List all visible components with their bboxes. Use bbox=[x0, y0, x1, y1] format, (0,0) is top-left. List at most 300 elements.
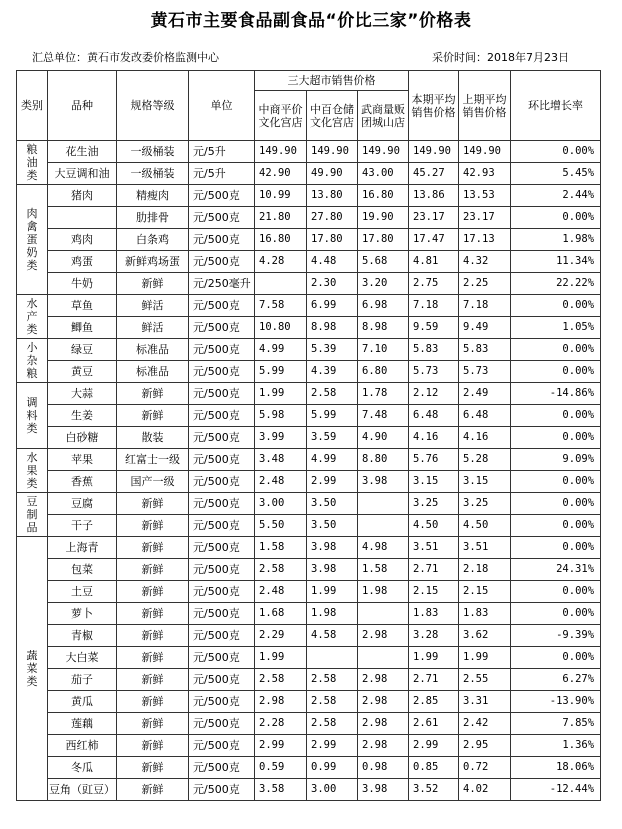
header-spec: 规格等级 bbox=[117, 71, 189, 141]
prev-avg-price: 13.53 bbox=[459, 185, 511, 207]
header-change: 环比增长率 bbox=[511, 71, 601, 141]
item-name: 西红柿 bbox=[48, 735, 117, 757]
item-name: 青椒 bbox=[48, 625, 117, 647]
change-rate: 0.00% bbox=[511, 471, 601, 493]
change-rate: 2.44% bbox=[511, 185, 601, 207]
header-name: 品种 bbox=[48, 71, 117, 141]
table-row bbox=[17, 471, 601, 493]
price-store-3: 2.98 bbox=[358, 735, 409, 757]
price-store-2: 2.99 bbox=[307, 471, 358, 493]
price-store-1: 5.98 bbox=[255, 405, 307, 427]
spec-grade: 新鲜 bbox=[117, 537, 189, 559]
category-label: 豆制品 bbox=[26, 495, 38, 534]
price-store-1: 2.48 bbox=[255, 581, 307, 603]
price-store-3: 6.80 bbox=[358, 361, 409, 383]
header-category: 类别 bbox=[17, 71, 48, 141]
change-rate: -13.90% bbox=[511, 691, 601, 713]
spec-grade: 新鲜 bbox=[117, 669, 189, 691]
price-store-3: 1.78 bbox=[358, 383, 409, 405]
item-name: 草鱼 bbox=[48, 295, 117, 317]
change-rate: 0.00% bbox=[511, 581, 601, 603]
prev-avg-price: 7.18 bbox=[459, 295, 511, 317]
header-unit: 单位 bbox=[189, 71, 255, 141]
price-store-1: 10.99 bbox=[255, 185, 307, 207]
prev-avg-price: 3.62 bbox=[459, 625, 511, 647]
current-avg-price: 149.90 bbox=[409, 141, 459, 163]
table-row bbox=[17, 757, 601, 779]
price-store-3 bbox=[358, 515, 409, 537]
spec-grade: 肋排骨 bbox=[117, 207, 189, 229]
unit: 元/250毫升 bbox=[189, 273, 255, 295]
table-row bbox=[17, 779, 601, 801]
current-avg-price: 3.28 bbox=[409, 625, 459, 647]
prev-avg-price: 4.50 bbox=[459, 515, 511, 537]
price-store-1 bbox=[255, 273, 307, 295]
spec-grade: 新鲜 bbox=[117, 405, 189, 427]
price-store-2: 49.90 bbox=[307, 163, 358, 185]
price-store-3: 6.98 bbox=[358, 295, 409, 317]
table-row bbox=[17, 273, 601, 295]
table-row bbox=[17, 207, 601, 229]
current-avg-price: 3.52 bbox=[409, 779, 459, 801]
price-store-2: 2.58 bbox=[307, 691, 358, 713]
price-store-1: 16.80 bbox=[255, 229, 307, 251]
price-store-2: 2.58 bbox=[307, 383, 358, 405]
unit: 元/500克 bbox=[189, 471, 255, 493]
unit: 元/500克 bbox=[189, 295, 255, 317]
price-store-1: 0.59 bbox=[255, 757, 307, 779]
price-store-3: 2.98 bbox=[358, 691, 409, 713]
table-row bbox=[17, 669, 601, 691]
price-store-3 bbox=[358, 603, 409, 625]
price-store-1: 5.50 bbox=[255, 515, 307, 537]
prev-avg-price: 2.49 bbox=[459, 383, 511, 405]
price-store-2: 1.98 bbox=[307, 603, 358, 625]
price-store-2: 2.58 bbox=[307, 713, 358, 735]
current-avg-price: 2.61 bbox=[409, 713, 459, 735]
prev-avg-price: 5.28 bbox=[459, 449, 511, 471]
price-store-1: 2.29 bbox=[255, 625, 307, 647]
reporting-unit: 汇总单位：黄石市发改委价格监测中心 bbox=[32, 51, 219, 64]
spec-grade: 新鲜 bbox=[117, 757, 189, 779]
item-name: 豆腐 bbox=[48, 493, 117, 515]
item-name: 莲藕 bbox=[48, 713, 117, 735]
price-store-2: 5.39 bbox=[307, 339, 358, 361]
item-name: 鸡蛋 bbox=[48, 251, 117, 273]
prev-avg-price: 4.02 bbox=[459, 779, 511, 801]
unit: 元/500克 bbox=[189, 757, 255, 779]
price-store-3: 4.98 bbox=[358, 537, 409, 559]
change-rate: 0.00% bbox=[511, 141, 601, 163]
table-row bbox=[17, 735, 601, 757]
change-rate: -9.39% bbox=[511, 625, 601, 647]
header-current-avg: 本期平均销售价格 bbox=[409, 71, 459, 141]
spec-grade: 新鲜 bbox=[117, 691, 189, 713]
price-store-2: 2.30 bbox=[307, 273, 358, 295]
change-rate: 5.45% bbox=[511, 163, 601, 185]
table-row bbox=[17, 427, 601, 449]
item-name: 苹果 bbox=[48, 449, 117, 471]
price-store-3: 16.80 bbox=[358, 185, 409, 207]
price-table bbox=[16, 70, 601, 801]
change-rate: 0.00% bbox=[511, 537, 601, 559]
prev-avg-price: 3.15 bbox=[459, 471, 511, 493]
price-store-2: 3.98 bbox=[307, 537, 358, 559]
prev-avg-price: 149.90 bbox=[459, 141, 511, 163]
unit: 元/500克 bbox=[189, 207, 255, 229]
prev-avg-price: 17.13 bbox=[459, 229, 511, 251]
price-store-3: 3.98 bbox=[358, 779, 409, 801]
price-store-1: 3.58 bbox=[255, 779, 307, 801]
table-row bbox=[17, 537, 601, 559]
table-row bbox=[17, 581, 601, 603]
change-rate: 0.00% bbox=[511, 603, 601, 625]
price-store-3: 1.58 bbox=[358, 559, 409, 581]
category-cell bbox=[17, 295, 48, 339]
table-row bbox=[17, 295, 601, 317]
unit: 元/500克 bbox=[189, 559, 255, 581]
price-store-3: 2.98 bbox=[358, 669, 409, 691]
prev-avg-price: 3.51 bbox=[459, 537, 511, 559]
current-avg-price: 4.50 bbox=[409, 515, 459, 537]
prev-avg-price: 5.83 bbox=[459, 339, 511, 361]
item-name: 猪肉 bbox=[48, 185, 117, 207]
change-rate: 7.85% bbox=[511, 713, 601, 735]
table-row bbox=[17, 185, 601, 207]
price-store-1: 3.99 bbox=[255, 427, 307, 449]
price-store-2: 2.99 bbox=[307, 735, 358, 757]
table-row bbox=[17, 405, 601, 427]
spec-grade: 新鲜 bbox=[117, 647, 189, 669]
prev-avg-price: 3.25 bbox=[459, 493, 511, 515]
price-collection-time: 采价时间：2018年7月23日 bbox=[432, 51, 569, 64]
unit: 元/500克 bbox=[189, 625, 255, 647]
category-cell bbox=[17, 537, 48, 801]
price-store-2: 13.80 bbox=[307, 185, 358, 207]
spec-grade: 新鲜鸡场蛋 bbox=[117, 251, 189, 273]
item-name: 茄子 bbox=[48, 669, 117, 691]
current-avg-price: 9.59 bbox=[409, 317, 459, 339]
change-rate: 18.06% bbox=[511, 757, 601, 779]
category-label: 肉禽蛋奶类 bbox=[26, 207, 38, 272]
table-row bbox=[17, 339, 601, 361]
prev-avg-price: 1.99 bbox=[459, 647, 511, 669]
current-avg-price: 4.81 bbox=[409, 251, 459, 273]
price-store-3: 5.68 bbox=[358, 251, 409, 273]
price-store-1: 2.28 bbox=[255, 713, 307, 735]
price-store-1: 42.90 bbox=[255, 163, 307, 185]
price-store-1: 7.58 bbox=[255, 295, 307, 317]
price-store-1: 4.99 bbox=[255, 339, 307, 361]
item-name: 绿豆 bbox=[48, 339, 117, 361]
price-store-2: 17.80 bbox=[307, 229, 358, 251]
category-label: 蔬菜类 bbox=[26, 649, 38, 688]
current-avg-price: 5.76 bbox=[409, 449, 459, 471]
current-avg-price: 5.73 bbox=[409, 361, 459, 383]
current-avg-price: 2.71 bbox=[409, 669, 459, 691]
current-avg-price: 17.47 bbox=[409, 229, 459, 251]
unit: 元/500克 bbox=[189, 251, 255, 273]
header-store-2: 中百仓储文化宫店 bbox=[307, 91, 358, 141]
item-name: 鸡肉 bbox=[48, 229, 117, 251]
item-name: 干子 bbox=[48, 515, 117, 537]
price-store-2: 0.99 bbox=[307, 757, 358, 779]
spec-grade: 新鲜 bbox=[117, 713, 189, 735]
price-store-3 bbox=[358, 647, 409, 669]
category-cell bbox=[17, 449, 48, 493]
price-store-1: 1.99 bbox=[255, 647, 307, 669]
change-rate: 0.00% bbox=[511, 207, 601, 229]
item-name: 香蕉 bbox=[48, 471, 117, 493]
current-avg-price: 45.27 bbox=[409, 163, 459, 185]
table-row bbox=[17, 559, 601, 581]
prev-avg-price: 1.83 bbox=[459, 603, 511, 625]
current-avg-price: 2.75 bbox=[409, 273, 459, 295]
price-store-2: 149.90 bbox=[307, 141, 358, 163]
change-rate: 0.00% bbox=[511, 647, 601, 669]
current-avg-price: 23.17 bbox=[409, 207, 459, 229]
category-cell bbox=[17, 383, 48, 449]
current-avg-price: 3.15 bbox=[409, 471, 459, 493]
spec-grade: 新鲜 bbox=[117, 273, 189, 295]
item-name: 萝卜 bbox=[48, 603, 117, 625]
current-avg-price: 13.86 bbox=[409, 185, 459, 207]
unit: 元/500克 bbox=[189, 405, 255, 427]
item-name: 包菜 bbox=[48, 559, 117, 581]
prev-avg-price: 42.93 bbox=[459, 163, 511, 185]
price-store-1: 3.00 bbox=[255, 493, 307, 515]
change-rate: 1.36% bbox=[511, 735, 601, 757]
category-label: 水果类 bbox=[26, 451, 38, 490]
price-store-1: 149.90 bbox=[255, 141, 307, 163]
current-avg-price: 1.83 bbox=[409, 603, 459, 625]
price-store-1: 2.48 bbox=[255, 471, 307, 493]
category-cell bbox=[17, 141, 48, 185]
spec-grade: 鲜活 bbox=[117, 295, 189, 317]
current-avg-price: 7.18 bbox=[409, 295, 459, 317]
spec-grade: 国产一级 bbox=[117, 471, 189, 493]
table-row bbox=[17, 493, 601, 515]
spec-grade: 标准品 bbox=[117, 339, 189, 361]
price-store-1: 2.98 bbox=[255, 691, 307, 713]
change-rate: 1.98% bbox=[511, 229, 601, 251]
table-row bbox=[17, 647, 601, 669]
prev-avg-price: 23.17 bbox=[459, 207, 511, 229]
unit: 元/500克 bbox=[189, 185, 255, 207]
prev-avg-price: 4.16 bbox=[459, 427, 511, 449]
prev-avg-price: 4.32 bbox=[459, 251, 511, 273]
unit: 元/5升 bbox=[189, 163, 255, 185]
unit: 元/500克 bbox=[189, 669, 255, 691]
price-store-1: 21.80 bbox=[255, 207, 307, 229]
change-rate: -12.44% bbox=[511, 779, 601, 801]
price-store-1: 1.58 bbox=[255, 537, 307, 559]
table-row bbox=[17, 515, 601, 537]
price-store-2: 4.99 bbox=[307, 449, 358, 471]
change-rate: 22.22% bbox=[511, 273, 601, 295]
table-row bbox=[17, 141, 601, 163]
item-name: 黄瓜 bbox=[48, 691, 117, 713]
price-store-2 bbox=[307, 647, 358, 669]
change-rate: 0.00% bbox=[511, 361, 601, 383]
prev-avg-price: 2.18 bbox=[459, 559, 511, 581]
spec-grade: 新鲜 bbox=[117, 603, 189, 625]
item-name: 生姜 bbox=[48, 405, 117, 427]
unit: 元/500克 bbox=[189, 735, 255, 757]
spec-grade: 新鲜 bbox=[117, 515, 189, 537]
price-store-2: 5.99 bbox=[307, 405, 358, 427]
prev-avg-price: 9.49 bbox=[459, 317, 511, 339]
spec-grade: 新鲜 bbox=[117, 779, 189, 801]
price-store-3: 4.90 bbox=[358, 427, 409, 449]
unit: 元/500克 bbox=[189, 713, 255, 735]
current-avg-price: 6.48 bbox=[409, 405, 459, 427]
price-store-1: 1.99 bbox=[255, 383, 307, 405]
table-row bbox=[17, 713, 601, 735]
prev-avg-price: 3.31 bbox=[459, 691, 511, 713]
price-store-1: 2.58 bbox=[255, 669, 307, 691]
item-name: 花生油 bbox=[48, 141, 117, 163]
category-label: 粮油类 bbox=[26, 143, 38, 182]
unit: 元/500克 bbox=[189, 493, 255, 515]
spec-grade: 新鲜 bbox=[117, 493, 189, 515]
price-store-1: 10.80 bbox=[255, 317, 307, 339]
current-avg-price: 2.85 bbox=[409, 691, 459, 713]
header-store-3: 武商量贩团城山店 bbox=[358, 91, 409, 141]
header-store-1: 中商平价文化宫店 bbox=[255, 91, 307, 141]
price-store-2: 4.48 bbox=[307, 251, 358, 273]
current-avg-price: 2.12 bbox=[409, 383, 459, 405]
current-avg-price: 2.15 bbox=[409, 581, 459, 603]
item-name: 大豆调和油 bbox=[48, 163, 117, 185]
unit: 元/500克 bbox=[189, 229, 255, 251]
change-rate: 9.09% bbox=[511, 449, 601, 471]
price-store-1: 5.99 bbox=[255, 361, 307, 383]
unit: 元/500克 bbox=[189, 449, 255, 471]
change-rate: 0.00% bbox=[511, 493, 601, 515]
prev-avg-price: 6.48 bbox=[459, 405, 511, 427]
category-cell bbox=[17, 339, 48, 383]
price-store-3: 43.00 bbox=[358, 163, 409, 185]
price-store-2: 3.50 bbox=[307, 515, 358, 537]
item-name: 鲫鱼 bbox=[48, 317, 117, 339]
category-label: 小杂粮 bbox=[26, 341, 38, 380]
table-body bbox=[17, 141, 601, 801]
unit: 元/5升 bbox=[189, 141, 255, 163]
prev-avg-price: 2.25 bbox=[459, 273, 511, 295]
item-name: 土豆 bbox=[48, 581, 117, 603]
price-store-3: 3.20 bbox=[358, 273, 409, 295]
spec-grade: 标准品 bbox=[117, 361, 189, 383]
item-name: 黄豆 bbox=[48, 361, 117, 383]
unit: 元/500克 bbox=[189, 383, 255, 405]
unit: 元/500克 bbox=[189, 603, 255, 625]
change-rate: 0.00% bbox=[511, 515, 601, 537]
prev-avg-price: 2.55 bbox=[459, 669, 511, 691]
current-avg-price: 2.99 bbox=[409, 735, 459, 757]
prev-avg-price: 2.42 bbox=[459, 713, 511, 735]
spec-grade: 精瘦肉 bbox=[117, 185, 189, 207]
price-store-2: 4.39 bbox=[307, 361, 358, 383]
category-cell bbox=[17, 185, 48, 295]
price-store-2: 3.59 bbox=[307, 427, 358, 449]
price-store-1: 2.58 bbox=[255, 559, 307, 581]
item-name: 冬瓜 bbox=[48, 757, 117, 779]
change-rate: 0.00% bbox=[511, 339, 601, 361]
price-store-2: 27.80 bbox=[307, 207, 358, 229]
change-rate: 11.34% bbox=[511, 251, 601, 273]
item-name bbox=[48, 207, 117, 229]
price-store-1: 1.68 bbox=[255, 603, 307, 625]
current-avg-price: 1.99 bbox=[409, 647, 459, 669]
price-store-2: 3.98 bbox=[307, 559, 358, 581]
spec-grade: 新鲜 bbox=[117, 581, 189, 603]
unit: 元/500克 bbox=[189, 537, 255, 559]
price-store-2: 3.50 bbox=[307, 493, 358, 515]
spec-grade: 一级桶装 bbox=[117, 141, 189, 163]
price-store-3: 7.10 bbox=[358, 339, 409, 361]
prev-avg-price: 5.73 bbox=[459, 361, 511, 383]
category-label: 水产类 bbox=[26, 297, 38, 336]
price-store-3: 7.48 bbox=[358, 405, 409, 427]
price-store-2: 4.58 bbox=[307, 625, 358, 647]
unit: 元/500克 bbox=[189, 779, 255, 801]
spec-grade: 一级桶装 bbox=[117, 163, 189, 185]
unit: 元/500克 bbox=[189, 317, 255, 339]
table-row bbox=[17, 625, 601, 647]
price-store-3: 19.90 bbox=[358, 207, 409, 229]
item-name: 上海青 bbox=[48, 537, 117, 559]
change-rate: 1.05% bbox=[511, 317, 601, 339]
unit: 元/500克 bbox=[189, 339, 255, 361]
price-store-3: 8.98 bbox=[358, 317, 409, 339]
price-store-3: 17.80 bbox=[358, 229, 409, 251]
item-name: 大白菜 bbox=[48, 647, 117, 669]
change-rate: 0.00% bbox=[511, 295, 601, 317]
spec-grade: 红富士一级 bbox=[117, 449, 189, 471]
page-title: 黄石市主要食品副食品“价比三家”价格表 bbox=[150, 11, 472, 31]
spec-grade: 新鲜 bbox=[117, 735, 189, 757]
unit: 元/500克 bbox=[189, 361, 255, 383]
current-avg-price: 3.25 bbox=[409, 493, 459, 515]
price-store-3: 3.98 bbox=[358, 471, 409, 493]
change-rate: 0.00% bbox=[511, 405, 601, 427]
table-row bbox=[17, 229, 601, 251]
change-rate: -14.86% bbox=[511, 383, 601, 405]
current-avg-price: 2.71 bbox=[409, 559, 459, 581]
item-name: 豆角（豇豆） bbox=[48, 779, 117, 801]
item-name: 牛奶 bbox=[48, 273, 117, 295]
price-store-2: 6.99 bbox=[307, 295, 358, 317]
table-row bbox=[17, 317, 601, 339]
price-store-3: 1.98 bbox=[358, 581, 409, 603]
table-row bbox=[17, 361, 601, 383]
spec-grade: 白条鸡 bbox=[117, 229, 189, 251]
price-store-2: 2.58 bbox=[307, 669, 358, 691]
price-store-1: 3.48 bbox=[255, 449, 307, 471]
unit: 元/500克 bbox=[189, 581, 255, 603]
item-name: 白砂糖 bbox=[48, 427, 117, 449]
price-store-2: 1.99 bbox=[307, 581, 358, 603]
price-store-3: 2.98 bbox=[358, 713, 409, 735]
table-row bbox=[17, 449, 601, 471]
price-store-1: 2.99 bbox=[255, 735, 307, 757]
unit: 元/500克 bbox=[189, 515, 255, 537]
price-store-3: 0.98 bbox=[358, 757, 409, 779]
price-store-3: 8.80 bbox=[358, 449, 409, 471]
price-store-3: 2.98 bbox=[358, 625, 409, 647]
spec-grade: 散装 bbox=[117, 427, 189, 449]
